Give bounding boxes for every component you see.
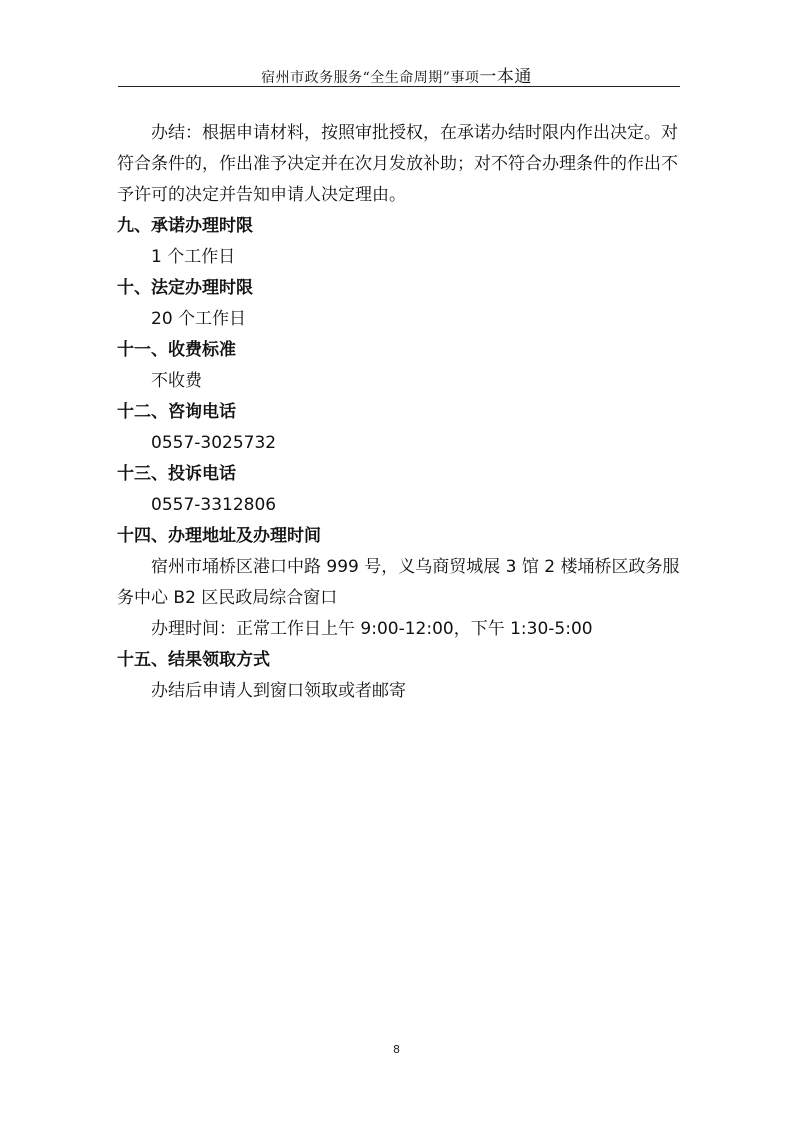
section-heading-11: 十一、收费标准: [117, 340, 236, 360]
office-address: 宿州市埇桥区港口中路 999 号，义乌商贸城展 3 馆 2 楼埇桥区政务服务中心 B2 区民政局综合窗口: [117, 557, 680, 608]
section-text-11: 不收费: [151, 371, 202, 391]
section-heading-10: 十、法定办理时限: [117, 278, 253, 298]
section-heading-13: 十三、投诉电话: [117, 464, 236, 484]
section-heading-14: 十四、办理地址及办理时间: [117, 526, 321, 546]
section-heading-12: 十二、咨询电话: [117, 402, 236, 422]
section-text-9: 1 个工作日: [151, 247, 236, 267]
document-body: [117, 118, 682, 707]
office-hours: 办理时间：正常工作日上午 9:00-12:00，下午 1:30-5:00: [151, 619, 593, 639]
page-header: [0, 62, 793, 87]
section-text-10: 20 个工作日: [151, 309, 247, 329]
section-heading-15: 十五、结果领取方式: [117, 650, 270, 670]
intro-paragraph: 办结：根据申请材料，按照审批授权，在承诺办结时限内作出决定。对符合条件的，作出准予决定并在次月发放补助；对不符合办理条件的作出不予许可的决定并告知申请人决定理由。: [117, 123, 678, 205]
header-title: 宿州市政务服务“全生命周期”事项: [261, 70, 480, 86]
complaint-phone: 0557-3312806: [151, 495, 277, 515]
section-heading-9: 九、承诺办理时限: [117, 216, 253, 236]
page-number: 8: [393, 1043, 400, 1056]
header-rule: [118, 86, 680, 87]
consult-phone: 0557-3025732: [151, 433, 277, 453]
header-title-tail: 一本通: [479, 67, 532, 87]
section-text-15: 办结后申请人到窗口领取或者邮寄: [151, 681, 406, 701]
